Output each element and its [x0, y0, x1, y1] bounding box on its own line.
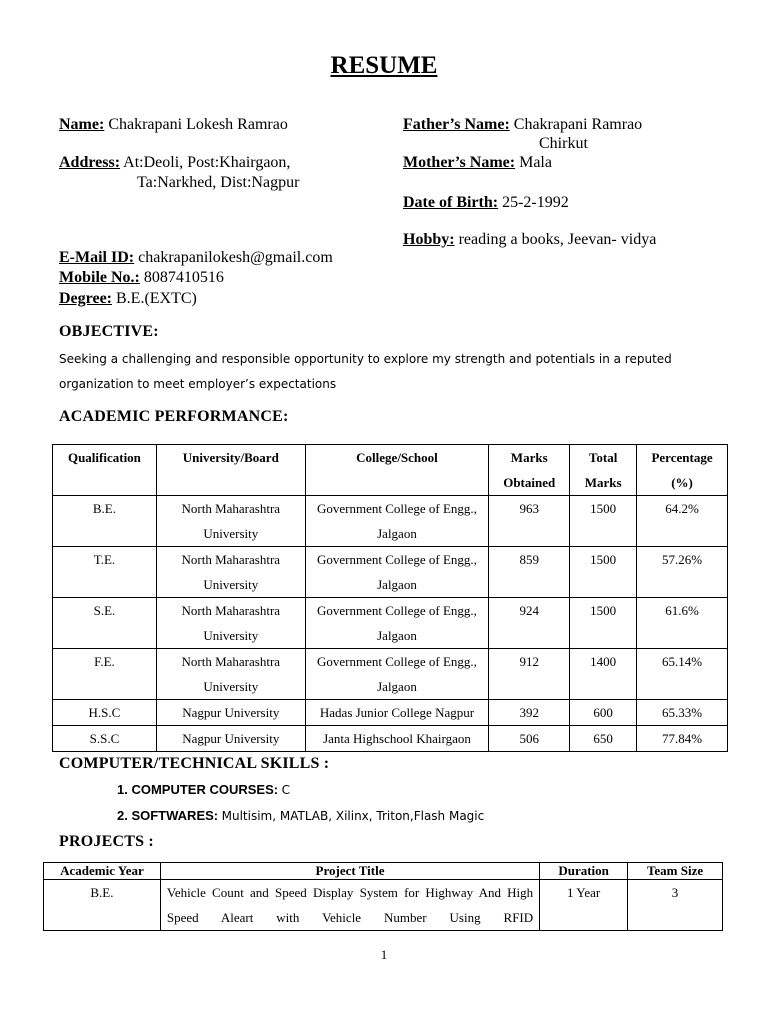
university-cell: North Maharashtra University: [156, 649, 305, 700]
email-field: [59, 248, 333, 268]
team-size-cell: 3: [628, 880, 723, 931]
address-line1: At:Deoli, Post:Khairgaon,: [123, 154, 291, 171]
table-row: [53, 496, 728, 547]
table-row: [53, 726, 728, 752]
dob-field: [403, 193, 569, 213]
dob-value: 25-2-1992: [502, 194, 569, 211]
hobby-label: Hobby:: [403, 231, 455, 248]
academic-table: [52, 444, 728, 752]
total-cell: 1400: [570, 649, 637, 700]
college-cell: Janta Highschool Khairgaon: [305, 726, 489, 752]
header-duration: Duration: [540, 863, 628, 880]
objective-heading: OBJECTIVE:: [59, 323, 159, 340]
percentage-cell: 65.14%: [637, 649, 728, 700]
total-cell: 600: [570, 700, 637, 726]
total-cell: 1500: [570, 496, 637, 547]
header-college: College/School: [305, 445, 489, 496]
percentage-cell: 77.84%: [637, 726, 728, 752]
total-cell: 650: [570, 726, 637, 752]
header-marks-obtained: Marks Obtained: [489, 445, 570, 496]
marks-cell: 392: [489, 700, 570, 726]
qualification-cell: H.S.C: [53, 700, 157, 726]
table-row: [53, 598, 728, 649]
email-label: E-Mail ID:: [59, 249, 135, 266]
projects-heading: PROJECTS :: [59, 833, 154, 850]
father-value: Chakrapani Ramrao: [513, 116, 643, 133]
skill-value: C: [281, 783, 290, 797]
father-line2: Chirkut: [539, 135, 588, 152]
resume-title: RESUME: [330, 52, 438, 79]
projects-table: [43, 862, 723, 931]
hobby-field: [403, 230, 656, 250]
college-cell: Government College of Engg., Jalgaon: [305, 547, 489, 598]
qualification-cell: S.E.: [53, 598, 157, 649]
total-cell: 1500: [570, 547, 637, 598]
duration-cell: 1 Year: [540, 880, 628, 931]
marks-cell: 963: [489, 496, 570, 547]
address-line2: Ta:Narkhed, Dist:Nagpur: [137, 174, 300, 191]
college-cell: Hadas Junior College Nagpur: [305, 700, 489, 726]
father-label: Father’s Name:: [403, 116, 510, 133]
projects-header-row: [44, 863, 723, 880]
skill-computer-courses: [117, 782, 290, 799]
header-university: University/Board: [156, 445, 305, 496]
father-field: [403, 115, 642, 135]
qualification-cell: B.E.: [53, 496, 157, 547]
table-row: [53, 649, 728, 700]
header-academic-year: Academic Year: [44, 863, 161, 880]
skill-softwares: [117, 808, 484, 825]
project-title-cell: Vehicle Count and Speed Display System for Highway And High Speed Aleart with Vehicle Number Using RFID: [160, 880, 539, 931]
header-total-marks: Total Marks: [570, 445, 637, 496]
name-value: Chakrapani Lokesh Ramrao: [108, 116, 288, 133]
college-cell: Government College of Engg., Jalgaon: [305, 598, 489, 649]
header-team-size: Team Size: [628, 863, 723, 880]
academic-year-cell: B.E.: [44, 880, 161, 931]
header-project-title: Project Title: [160, 863, 539, 880]
address-field: [59, 153, 290, 173]
percentage-cell: 57.26%: [637, 547, 728, 598]
university-cell: North Maharashtra University: [156, 598, 305, 649]
mobile-value: 8087410516: [143, 269, 224, 286]
objective-line2: organization to meet employer’s expectations: [59, 377, 337, 391]
skill-label: 2. SOFTWARES:: [117, 808, 219, 823]
page-number: 1: [380, 947, 388, 962]
total-cell: 1500: [570, 598, 637, 649]
academic-header-row: [53, 445, 728, 496]
skill-label: 1. COMPUTER COURSES:: [117, 782, 279, 797]
percentage-cell: 64.2%: [637, 496, 728, 547]
name-label: Name:: [59, 116, 105, 133]
table-row: [53, 547, 728, 598]
hobby-value: reading a books, Jeevan- vidya: [458, 231, 657, 248]
university-cell: North Maharashtra University: [156, 547, 305, 598]
table-row: [44, 880, 723, 931]
table-row: [53, 700, 728, 726]
email-value: chakrapanilokesh@gmail.com: [138, 249, 333, 266]
qualification-cell: S.S.C: [53, 726, 157, 752]
marks-cell: 912: [489, 649, 570, 700]
address-label: Address:: [59, 154, 121, 171]
marks-cell: 924: [489, 598, 570, 649]
university-cell: Nagpur University: [156, 700, 305, 726]
college-cell: Government College of Engg., Jalgaon: [305, 649, 489, 700]
mother-value: Mala: [519, 154, 552, 171]
mobile-field: [59, 268, 224, 288]
qualification-cell: F.E.: [53, 649, 157, 700]
mother-field: [403, 153, 552, 173]
degree-value: B.E.(EXTC): [116, 290, 197, 307]
university-cell: Nagpur University: [156, 726, 305, 752]
mobile-label: Mobile No.:: [59, 269, 140, 286]
college-cell: Government College of Engg., Jalgaon: [305, 496, 489, 547]
skill-value: Multisim, MATLAB, Xilinx, Triton,Flash Magic: [221, 809, 485, 823]
degree-field: [59, 289, 197, 309]
objective-line1: Seeking a challenging and responsible opportunity to explore my strength and potentials in a reputed: [59, 352, 672, 366]
mother-label: Mother’s Name:: [403, 154, 516, 171]
marks-cell: 506: [489, 726, 570, 752]
university-cell: North Maharashtra University: [156, 496, 305, 547]
header-qualification: Qualification: [53, 445, 157, 496]
header-percentage: Percentage (%): [637, 445, 728, 496]
percentage-cell: 61.6%: [637, 598, 728, 649]
dob-label: Date of Birth:: [403, 194, 499, 211]
skills-heading: COMPUTER/TECHNICAL SKILLS :: [59, 755, 330, 772]
name-field: [59, 115, 288, 135]
marks-cell: 859: [489, 547, 570, 598]
percentage-cell: 65.33%: [637, 700, 728, 726]
degree-label: Degree:: [59, 290, 112, 307]
qualification-cell: T.E.: [53, 547, 157, 598]
academic-heading: ACADEMIC PERFORMANCE:: [59, 408, 289, 425]
